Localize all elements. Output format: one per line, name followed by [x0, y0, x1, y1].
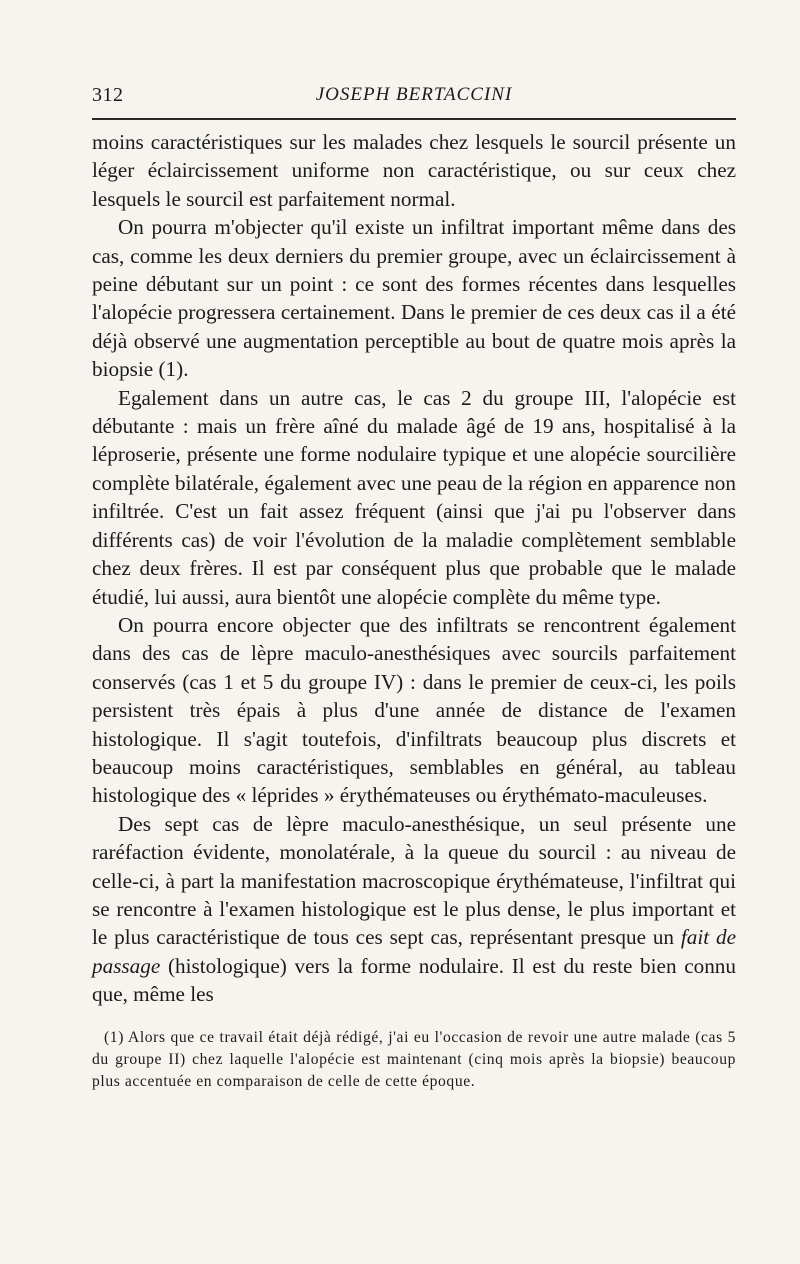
paragraph-2: On pourra m'objecter qu'il existe un infiltrat important même dans des cas, comme les deux derniers du premier groupe, avec un éclaircissement à peine débutant sur un point : ce sont des formes récentes dans lesquelles l'alopécie progressera certainement. Dans le premier de ces deux cas il a été déjà observé une augmentation perceptible au bout de quatre mois après la biopsie (1).: [92, 215, 736, 382]
running-head: [92, 78, 736, 118]
body-text: [92, 128, 736, 1009]
page-number: 312: [92, 84, 124, 106]
paragraph-3: Egalement dans un autre cas, le cas 2 du groupe III, l'alopécie est débutante : mais un frère aîné du malade âgé de 19 ans, hospitalisé à la léproserie, présente une forme nodulaire typique et une alopécie sourcilière complète bilatérale, également avec une peau de la région en apparence non infiltrée. C'est un fait assez fréquent (ainsi que j'ai pu l'observer dans différents cas) de voir l'évolution de la maladie complètement semblable chez deux frères. Il est par conséquent plus que probable que le malade étudié, lui aussi, aura bientôt une alopécie complète du même type.: [92, 385, 736, 609]
footnotes: [92, 1027, 736, 1093]
paragraph-1: moins caractéristiques sur les malades chez lesquels le sourcil présente un léger éclaircissement uniforme non caractéristique, ou sur ceux chez lesquels le sourcil est parfaitement normal.: [92, 130, 736, 211]
paragraph-4: On pourra encore objecter que des infiltrats se rencontrent également dans des cas de lèpre maculo-anesthésiques avec sourcils parfaitement conservés (cas 1 et 5 du groupe IV) : dans le premier de ceux-ci, les poils persistent très épais à plus d'une année de distance de l'examen histologique. Il s'agit toutefois, d'infiltrats beaucoup plus discrets et beaucoup moins caractéristiques, semblables en général, au tableau histologique des « léprides » érythémateuses ou érythémato-maculeuses.: [92, 612, 736, 808]
book-page: [92, 78, 736, 1093]
italic-phrase: fait de passage: [92, 925, 736, 978]
footnote-1: (1) Alors que ce travail était déjà rédigé, j'ai eu l'occasion de revoir une autre malade (cas 5 du groupe II) chez laquelle l'alopécie est maintenant (cinq mois après la biopsie) beaucoup plus accentuée en comparaison de celle de cette époque.: [92, 1028, 736, 1090]
header-rule: [92, 118, 736, 120]
paragraph-5-text-start: Des sept cas de lèpre maculo-anesthésique, un seul présente une raréfaction évidente, monolatérale, à la queue du sourcil : au niveau de celle-ci, à part la manifestation macroscopique érythémateuse, l'infiltrat qui se rencontre à l'examen histologique est le plus dense, le plus important et le plus caractéristique de tous ces sept cas, représentant presque un: [92, 811, 736, 950]
paragraph-5: [92, 810, 736, 1009]
running-title: JOSEPH BERTACCINI: [315, 84, 513, 105]
paragraph-5-text-end: (histologique) vers la forme nodulaire. Il est du reste bien connu que, même les: [92, 953, 736, 1007]
